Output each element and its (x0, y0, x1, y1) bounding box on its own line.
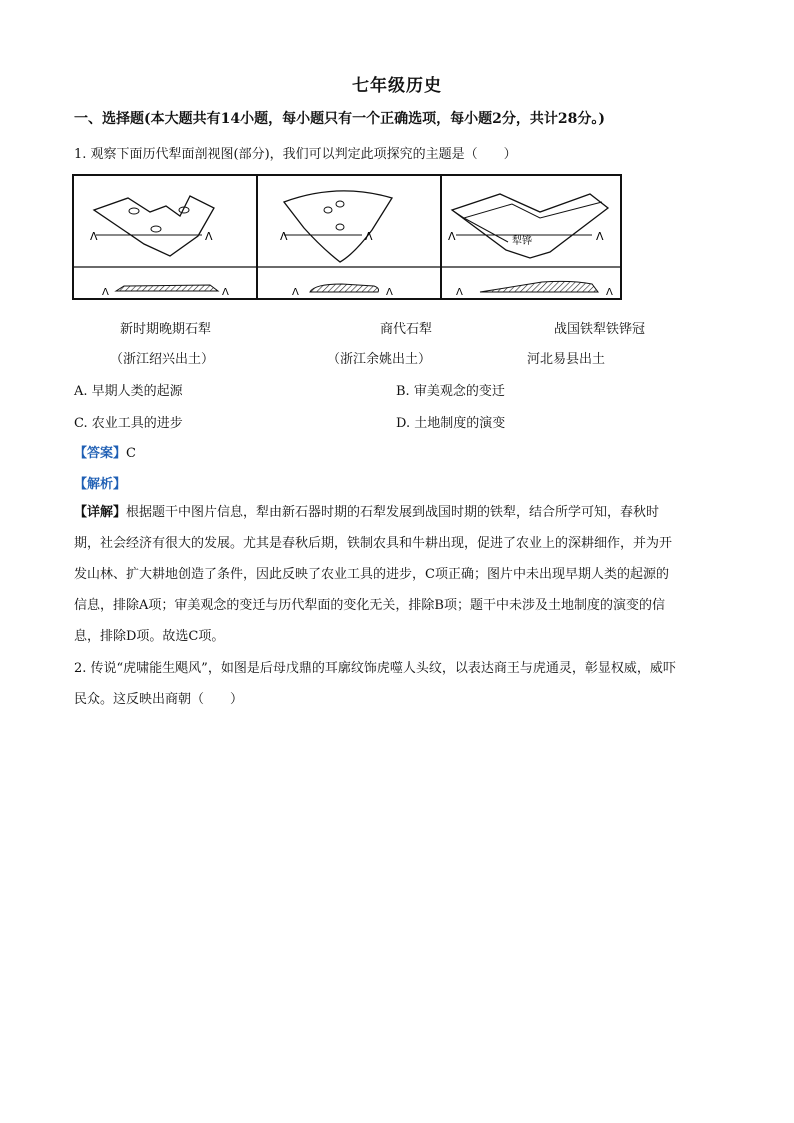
panel-3-inscription: 犁铧 (512, 236, 532, 247)
page-title: 七年级历史 (352, 76, 442, 96)
analysis-label: 【解析】 (74, 477, 127, 492)
panel-3-plan-view (448, 194, 608, 258)
panel-2-section-view (292, 284, 393, 298)
question-2-line-1: 2. 传说“虎啸能生飓风”，如图是后母戊鼎的耳廓纹饰虎噬人头纹，以表达商王与虎通灵，彰显权威，威吓 (74, 661, 676, 676)
caption-panel-2-origin: （浙江余姚出土） (327, 352, 432, 367)
svg-text:Λ: Λ (606, 287, 613, 298)
answer-line (74, 442, 136, 461)
option-d: D. 土地制度的演变 (396, 416, 506, 431)
svg-text:Λ: Λ (102, 287, 109, 298)
caption-panel-2-name: 商代石犁 (380, 322, 433, 337)
question-2-stem (74, 653, 724, 715)
svg-text:Λ: Λ (456, 287, 463, 298)
svg-text:Λ: Λ (596, 230, 604, 243)
detail-line-4: 信息，排除A项；审美观念的变迁与历代犁面的变化无关，排除B项；题干中未涉及土地制度的演变的信 (74, 598, 665, 613)
section-heading: 一、选择题(本大题共有14小题，每小题只有一个正确选项，每小题2分，共计28分。) (74, 111, 605, 127)
panel-1-plan-view (90, 196, 214, 256)
caption-panel-3-name: 战国铁犁铁铧冠 (554, 322, 646, 337)
answer-value: C (126, 446, 136, 461)
answer-label: 【答案】 (74, 446, 127, 461)
caption-panel-3-origin: 河北易县出土 (527, 352, 606, 367)
option-b: B. 审美观念的变迁 (396, 384, 505, 399)
detail-paragraph (74, 497, 724, 652)
plow-cross-section-figure (72, 174, 622, 300)
option-a: A. 早期人类的起源 (74, 384, 183, 399)
detail-label: 【详解】 (74, 505, 127, 520)
question-1-stem: 1. 观察下面历代犁面剖视图(部分)，我们可以判定此项探究的主题是（ ） (74, 147, 517, 162)
svg-text:Λ: Λ (205, 230, 213, 243)
panel-2-plan-view (280, 191, 392, 262)
analysis-line (74, 473, 126, 492)
question-2-line-2: 民众。这反映出商朝（ ） (74, 692, 244, 707)
panel-3-section-view (456, 281, 613, 298)
detail-line-3: 发山林、扩大耕地创造了条件，因此反映了农业工具的进步，C项正确；图片中未出现早期人类的起源的 (74, 567, 669, 582)
caption-panel-1-origin: （浙江绍兴出土） (110, 352, 215, 367)
svg-text:Λ: Λ (222, 287, 229, 298)
figure-frame (73, 175, 621, 299)
svg-text:Λ: Λ (90, 230, 98, 243)
svg-text:Λ: Λ (448, 230, 456, 243)
caption-panel-1-name: 新时期晚期石犁 (120, 322, 212, 337)
option-c: C. 农业工具的进步 (74, 416, 183, 431)
svg-text:Λ: Λ (280, 230, 288, 243)
svg-text:Λ: Λ (386, 287, 393, 298)
svg-text:Λ: Λ (292, 287, 299, 298)
detail-line-1: 【详解】根据题干中图片信息，犁由新石器时期的石犁发展到战国时期的铁犁，结合所学可知，春秋时 (74, 505, 660, 520)
panel-1-section-view (102, 285, 229, 298)
svg-text:Λ: Λ (365, 230, 373, 243)
detail-line-5: 息，排除D项。故选C项。 (74, 629, 225, 644)
detail-line-2: 期，社会经济有很大的发展。尤其是春秋后期，铁制农具和牛耕出现，促进了农业上的深耕细作，并为开 (74, 536, 673, 551)
